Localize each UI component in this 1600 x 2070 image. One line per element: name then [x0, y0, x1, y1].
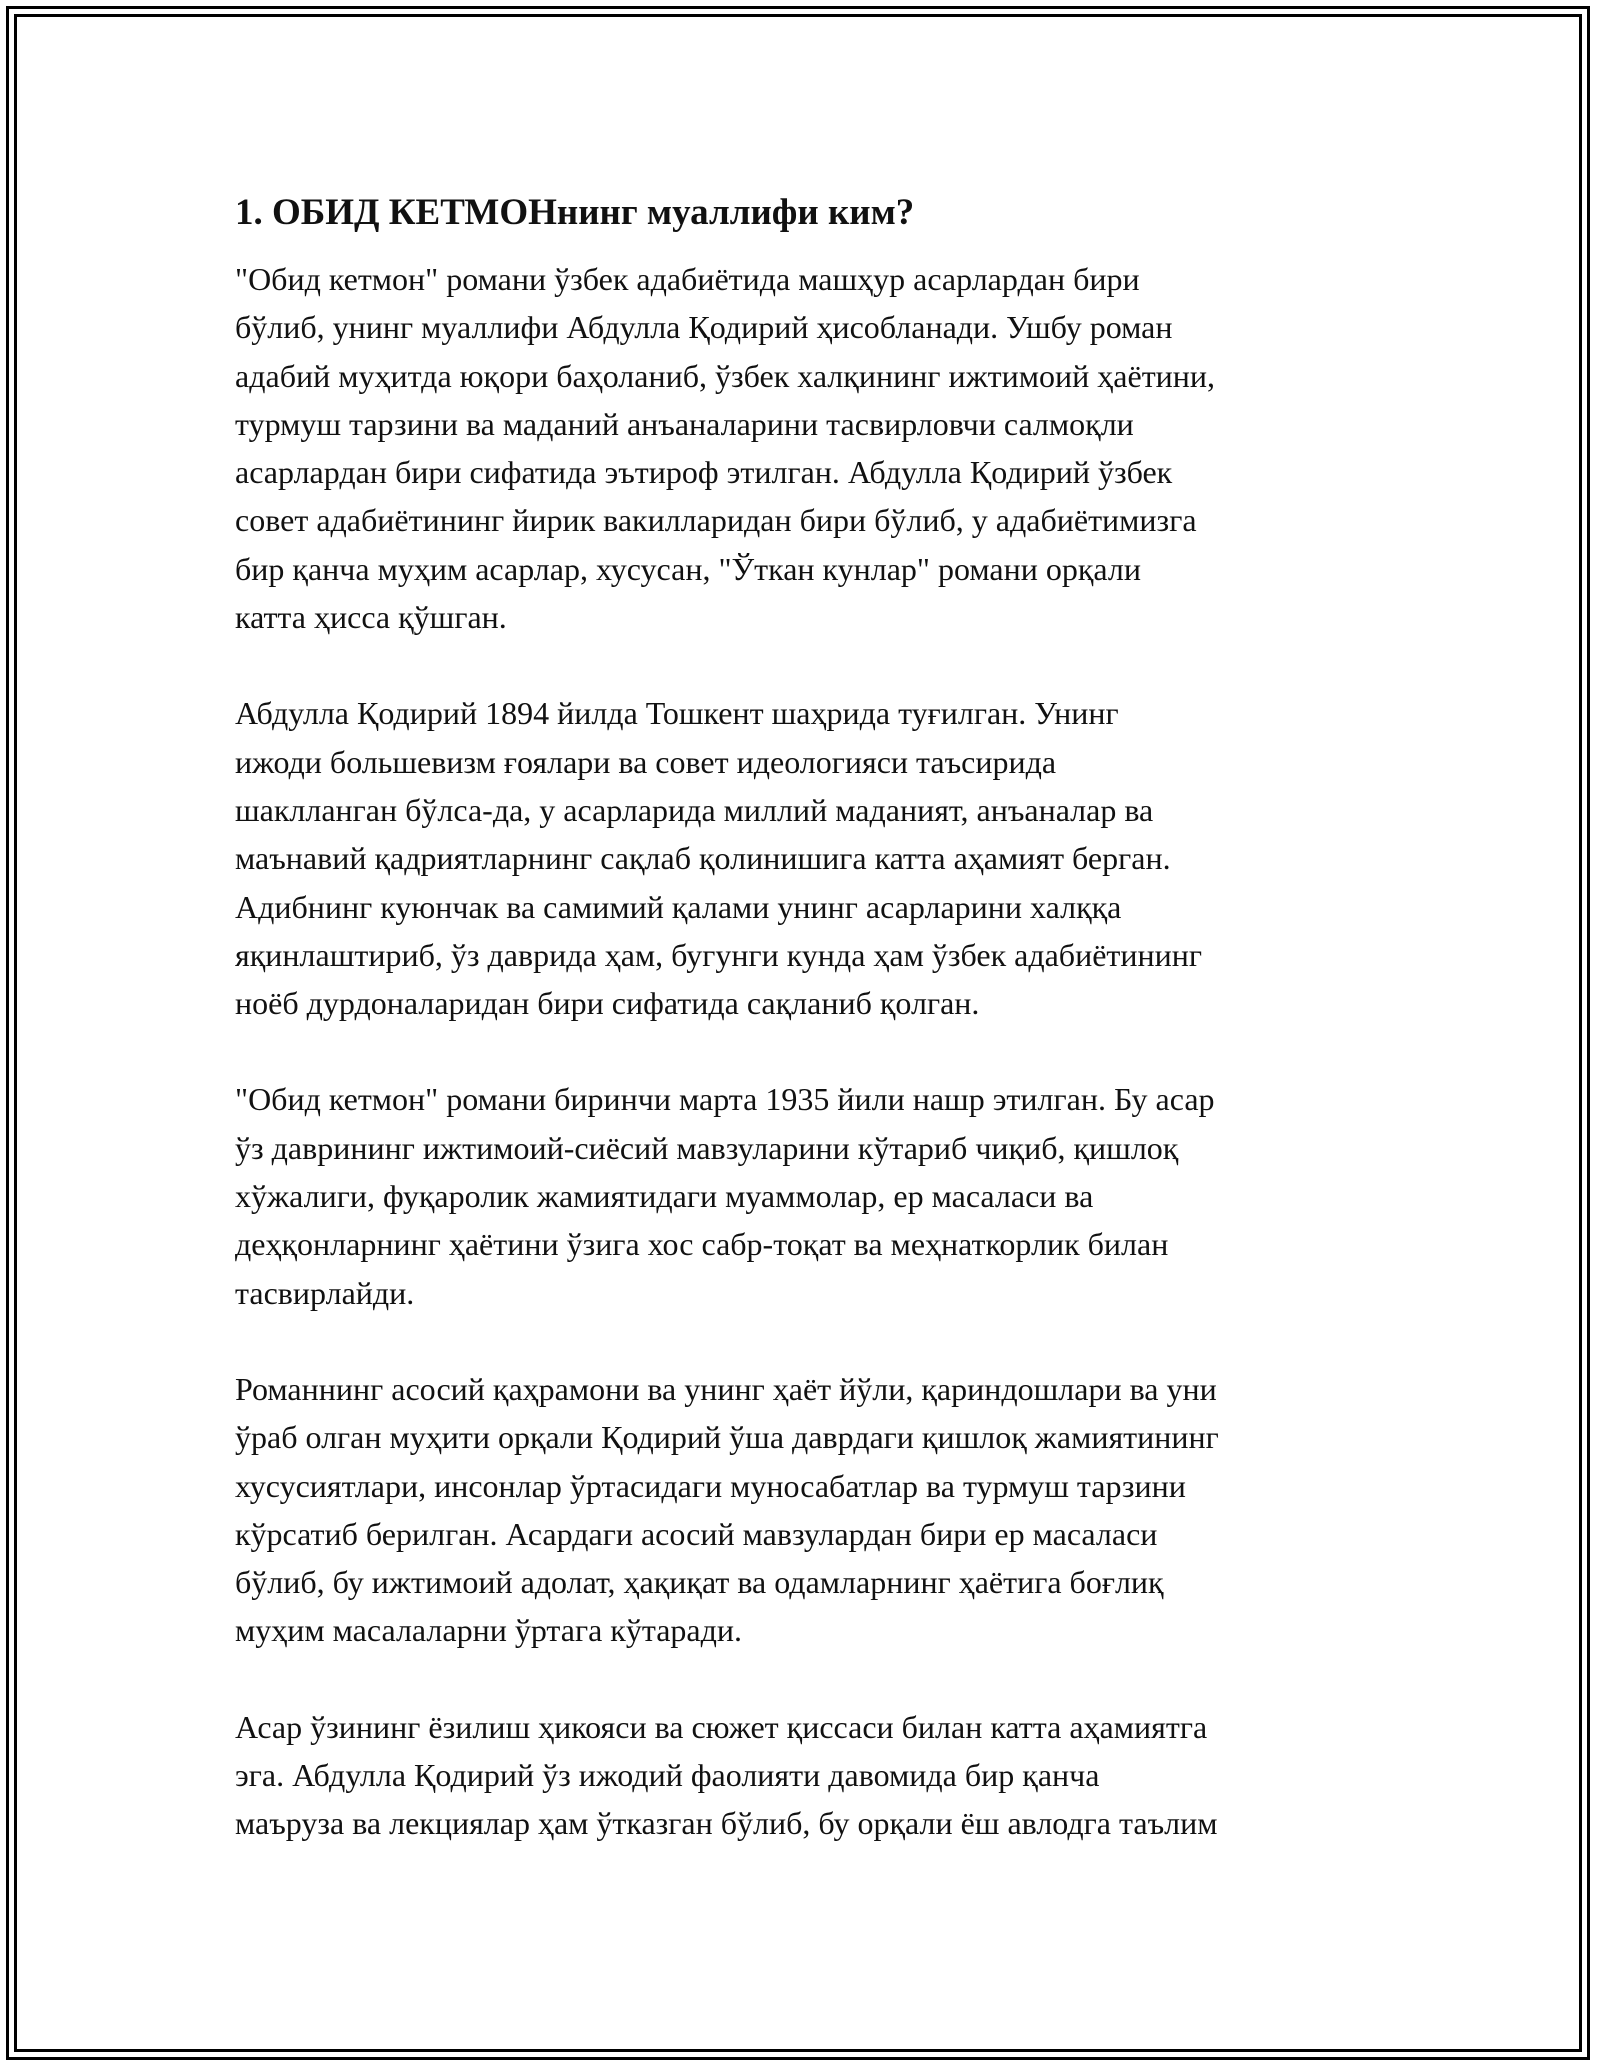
paragraph-2	[235, 689, 1365, 1027]
paragraph-line: турмуш тарзини ва маданий анъаналарини тасвирловчи салмоқли	[235, 405, 1134, 442]
paragraph-line: Романнинг асосий қаҳрамони ва унинг ҳаёт йўли, қариндошлари ва уни	[235, 1370, 1217, 1407]
paragraph-line: бўлиб, унинг муаллифи Абдулла Қодирий ҳисобланади. Ушбу роман	[235, 309, 1173, 346]
paragraph-line: шаклланган бўлса-да, у асарларида миллий маданият, анъаналар ва	[235, 791, 1154, 828]
paragraph-line: совет адабиётининг йирик вакилларидан бири бўлиб, у адабиётимизга	[235, 502, 1197, 539]
paragraph-line: бўлиб, бу ижтимоий адолат, ҳақиқат ва одамларнинг ҳаётига боғлиқ	[235, 1564, 1164, 1601]
paragraph-line: Абдулла Қодирий 1894 йилда Тошкент шаҳрида туғилган. Унинг	[235, 695, 1119, 732]
paragraph-line: Адибнинг куюнчак ва самимий қалами унинг асарларини халққа	[235, 888, 1122, 925]
paragraph-line: эга. Абдулла Қодирий ўз ижодий фаолияти давомида бир қанча	[235, 1757, 1100, 1794]
paragraph-line: асарлардан бири сифатида эътироф этилган. Абдулла Қодирий ўзбек	[235, 454, 1173, 491]
paragraph-4	[235, 1365, 1365, 1655]
document-body	[235, 185, 1365, 1896]
paragraph-line: муҳим масалаларни ўртага кўтаради.	[235, 1612, 743, 1649]
paragraph-line: ноёб дурдоналаридан бири сифатида сақланиб қолган.	[235, 985, 980, 1022]
paragraph-line: ўз даврининг ижтимоий-сиёсий мавзуларини кўтариб чиқиб, қишлоқ	[235, 1129, 1179, 1166]
paragraph-line: маъруза ва лекциялар ҳам ўтказган бўлиб, бу орқали ёш авлодга таълим	[235, 1805, 1218, 1842]
paragraph-line: адабий муҳитда юқори баҳоланиб, ўзбек халқининг ижтимоий ҳаётини,	[235, 357, 1216, 394]
paragraph-line: яқинлаштириб, ўз даврида ҳам, бугунги кунда ҳам ўзбек адабиётининг	[235, 936, 1203, 973]
paragraph-line: хўжалиги, фуқаролик жамиятидаги муаммолар, ер масаласи ва	[235, 1178, 1094, 1215]
paragraph-line: тасвирлайди.	[235, 1274, 415, 1311]
paragraph-line: бир қанча муҳим асарлар, хусусан, "Ўткан кунлар" романи орқали	[235, 550, 1141, 587]
paragraph-5	[235, 1703, 1365, 1848]
paragraph-line: "Обид кетмон" романи биринчи марта 1935 йили нашр этилган. Бу асар	[235, 1081, 1215, 1118]
paragraph-line: хусусиятлари, инсонлар ўртасидаги муносабатлар ва турмуш тарзини	[235, 1467, 1186, 1504]
paragraph-line: Асар ўзининг ёзилиш ҳикояси ва сюжет қиссаси билан катта аҳамиятга	[235, 1708, 1208, 1745]
paragraph-line: ўраб олган муҳити орқали Қодирий ўша даврдаги қишлоқ жамиятининг	[235, 1419, 1219, 1456]
paragraph-line: катта ҳисса қўшган.	[235, 599, 507, 636]
paragraph-line: деҳқонларнинг ҳаётини ўзига хос сабр-тоқат ва меҳнаткорлик билан	[235, 1226, 1169, 1263]
paragraph-3	[235, 1075, 1365, 1316]
paragraph-line: кўрсатиб берилган. Асардаги асосий мавзулардан бири ер масаласи	[235, 1515, 1158, 1552]
paragraph-line: "Обид кетмон" романи ўзбек адабиётида машҳур асарлардан бири	[235, 261, 1140, 297]
page-heading: 1. ОБИД КЕТМОНнинг муаллифи ким?	[235, 192, 915, 233]
paragraph-1	[235, 255, 1365, 641]
paragraph-line: маънавий қадриятларнинг сақлаб қолинишига катта аҳамият берган.	[235, 840, 1171, 877]
paragraph-line: ижоди большевизм ғоялари ва совет идеологияси таъсирида	[235, 743, 1057, 780]
